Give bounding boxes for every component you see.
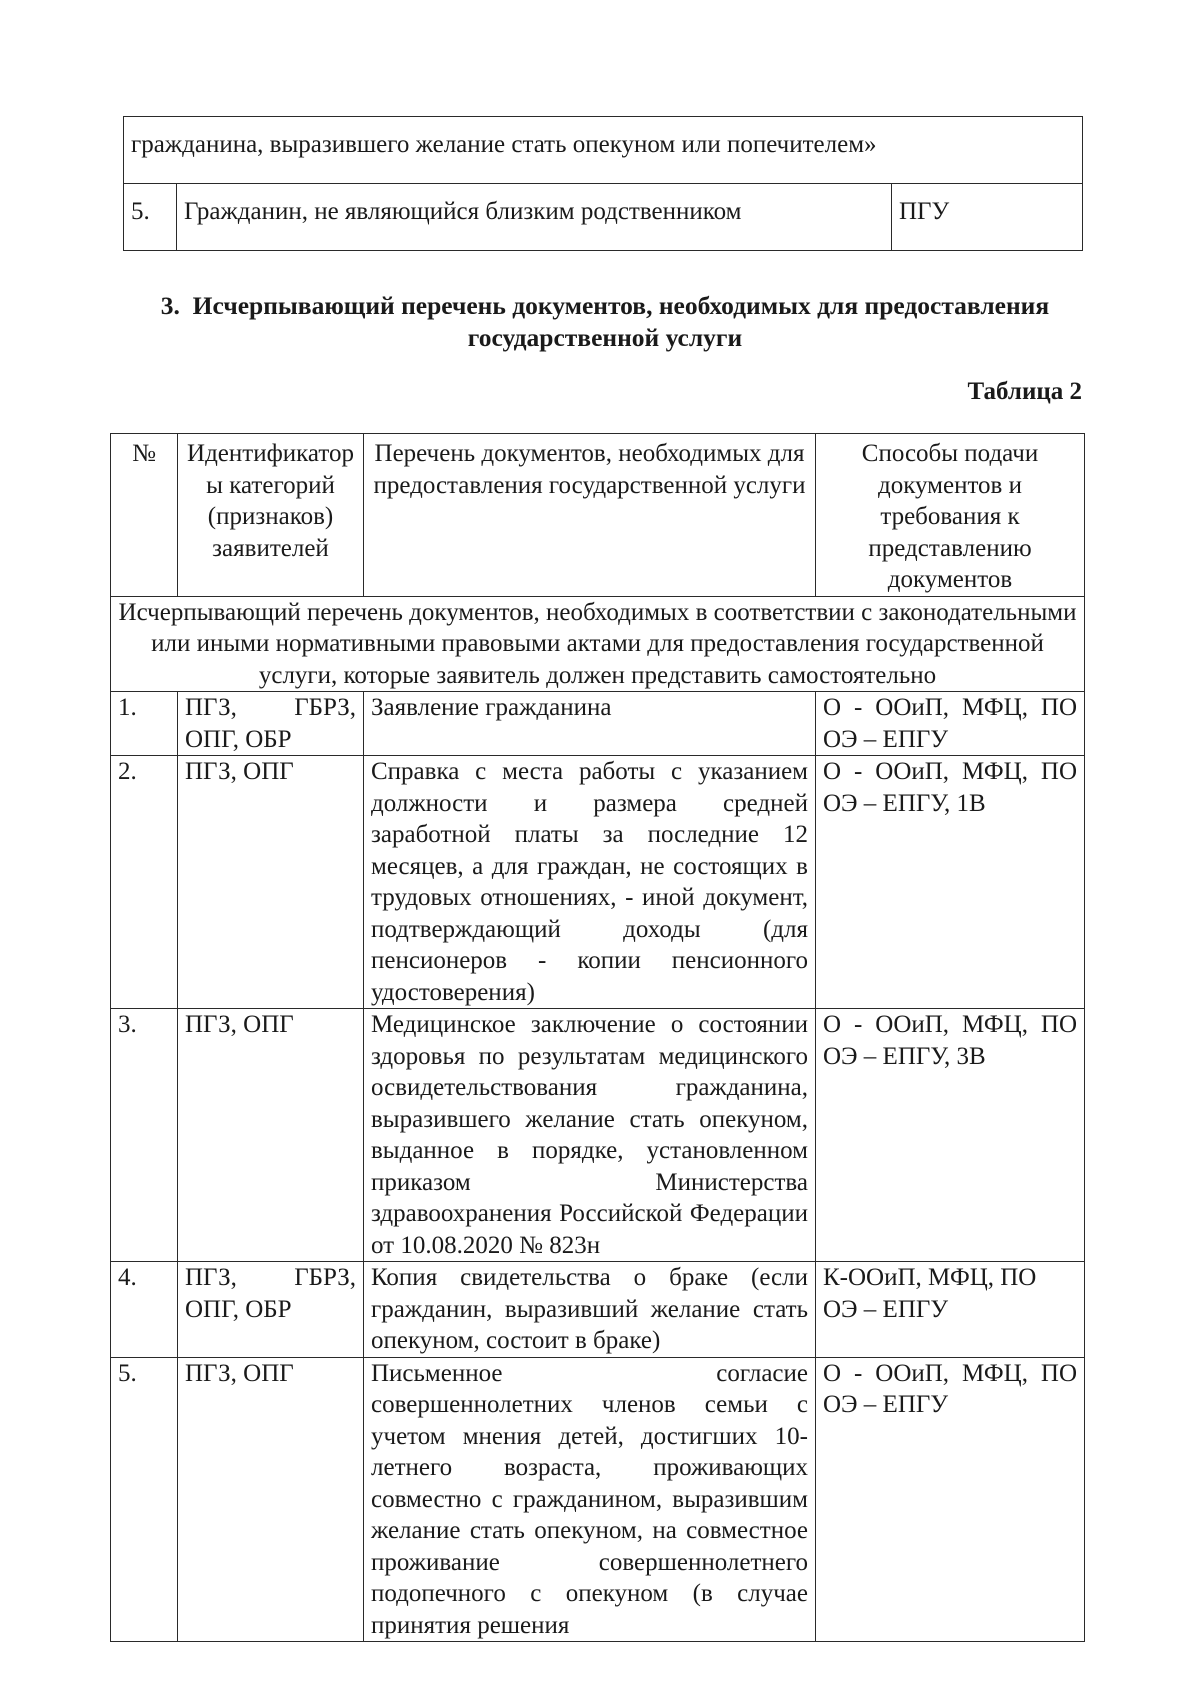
continued-table: [123, 116, 1083, 251]
category-cell: Гражданин, не являющийся близким родственником: [177, 184, 892, 251]
section-title-line2: государственной услуги: [467, 323, 743, 352]
table-row: [124, 117, 1083, 184]
method-cell: К-ООиП, МФЦ, ПО ОЭ – ЕПГУ: [816, 1262, 1085, 1358]
table-row: [111, 692, 1085, 756]
table-header-row: [111, 434, 1085, 597]
section-title-line1: Исчерпывающий перечень документов, необходимых для предоставления: [192, 291, 1050, 320]
row-number: 2.: [111, 756, 178, 1009]
section-number: 3.: [160, 291, 180, 320]
header-methods: Способы подачи документов и требования к представлению документов: [816, 434, 1085, 597]
ids-cell: ПГЗ, ГБРЗ, ОПГ, ОБР: [178, 1262, 364, 1358]
method-cell: О - ООиП, МФЦ, ПО ОЭ – ЕПГУ: [816, 692, 1085, 756]
row-number: 1.: [111, 692, 178, 756]
table-label: Таблица 2: [967, 378, 1082, 405]
table-row: [124, 184, 1083, 251]
method-cell: О - ООиП, МФЦ, ПО ОЭ – ЕПГУ: [816, 1357, 1085, 1642]
header-ids: Идентификатор ы категорий (признаков) заявителей: [178, 434, 364, 597]
documents-table: [110, 433, 1085, 1642]
ids-cell: ПГЗ, ОПГ: [178, 1357, 364, 1642]
ids-cell: ПГЗ, ОПГ: [178, 756, 364, 1009]
ids-cell: ПГЗ, ОПГ: [178, 1009, 364, 1262]
section-heading: [130, 290, 1080, 354]
method-cell: О - ООиП, МФЦ, ПО ОЭ – ЕПГУ, 1В: [816, 756, 1085, 1009]
doc-cell: Копия свидетельства о браке (если гражданин, выразивший желание стать опекуном, состоит в браке): [364, 1262, 816, 1358]
row-number: 5.: [111, 1357, 178, 1642]
table-subheader: Исчерпывающий перечень документов, необходимых в соответствии с законодательными или иными нормативными правовыми актами для предоставления государственной услуги, которые заявитель должен представить самостоятельно: [111, 596, 1085, 692]
row-number: 3.: [111, 1009, 178, 1262]
table-row: [111, 1009, 1085, 1262]
row-number: 5.: [124, 184, 177, 251]
doc-cell: Медицинское заключение о состоянии здоровья по результатам медицинского освидетельствования гражданина, выразившего желание стать опекуном, выданное в порядке, установленном приказом Министерства здравоохранения Российской Федерации от 10.08.2020 № 823н: [364, 1009, 816, 1262]
doc-cell: Письменное согласие совершеннолетних членов семьи с учетом мнения детей, достигших 10-летнего возраста, проживающих совместно с гражданином, выразившим желание стать опекуном, на совместное проживание совершеннолетнего подопечного с опекуном (в случае принятия решения: [364, 1357, 816, 1642]
table-row: [111, 756, 1085, 1009]
table-row: [111, 1357, 1085, 1642]
code-cell: ПГУ: [892, 184, 1083, 251]
doc-cell: Заявление гражданина: [364, 692, 816, 756]
table-cell: гражданина, выразившего желание стать опекуном или попечителем»: [124, 117, 1083, 184]
row-number: 4.: [111, 1262, 178, 1358]
table-row: [111, 1262, 1085, 1358]
ids-cell: ПГЗ, ГБРЗ, ОПГ, ОБР: [178, 692, 364, 756]
method-cell: О - ООиП, МФЦ, ПО ОЭ – ЕПГУ, 3В: [816, 1009, 1085, 1262]
header-number: №: [111, 434, 178, 597]
table-subheader-row: [111, 596, 1085, 692]
doc-cell: Справка с места работы с указанием должности и размера средней заработной платы за последние 12 месяцев, а для граждан, не состоящих в трудовых отношениях, - иной документ, подтверждающий доходы (для пенсионеров - копии пенсионного удостоверения): [364, 756, 816, 1009]
header-docs: Перечень документов, необходимых для предоставления государственной услуги: [364, 434, 816, 597]
